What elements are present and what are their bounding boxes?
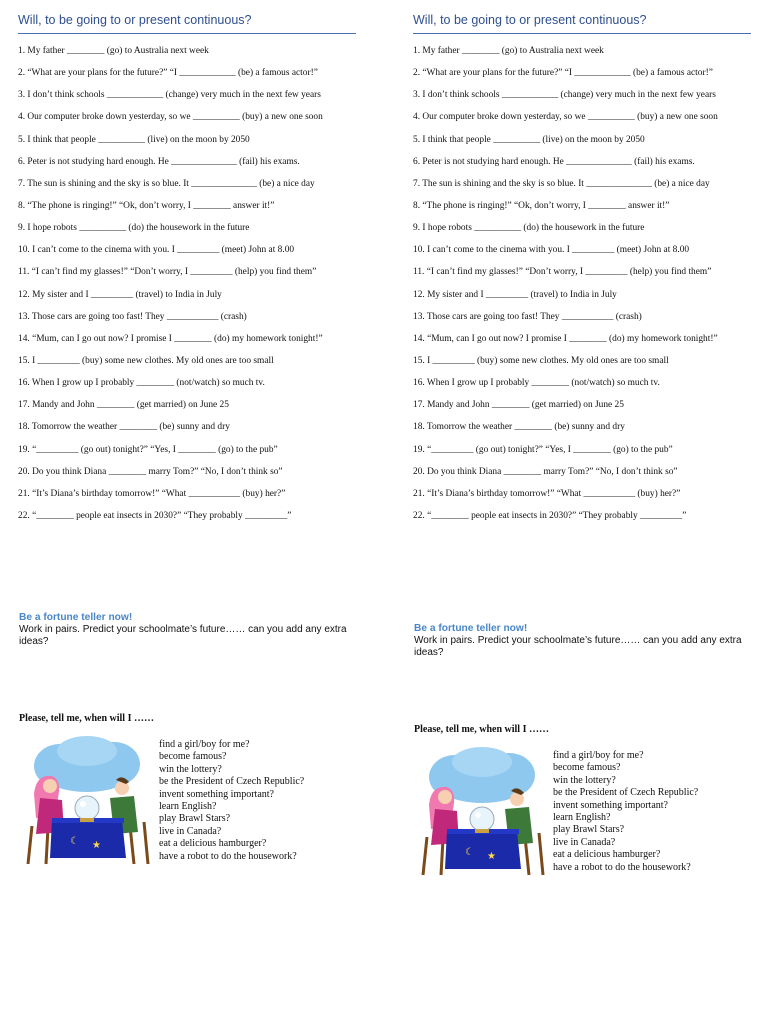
question-item: eat a delicious hamburger? bbox=[159, 838, 267, 850]
worksheet-copy-right bbox=[413, 0, 751, 532]
question-item: find a girl/boy for me? bbox=[159, 739, 250, 750]
ask-heading: Please, tell me, when will I …… bbox=[414, 724, 549, 735]
exercise-item: 5. I think that people __________ (live) on the moon by 2050 bbox=[413, 134, 645, 145]
exercise-item: 8. “The phone is ringing!” “Ok, don’t worry, I ________ answer it!” bbox=[18, 200, 275, 211]
exercise-item: 17. Mandy and John ________ (get married) on June 25 bbox=[18, 400, 229, 411]
question-item: learn English? bbox=[159, 801, 217, 813]
question-item: find a girl/boy for me? bbox=[553, 750, 644, 761]
exercise-item: 15. I _________ (buy) some new clothes. My old ones are too small bbox=[413, 355, 669, 366]
question-list-left bbox=[159, 739, 304, 863]
svg-text:☾: ☾ bbox=[70, 836, 79, 847]
exercise-item: 10. I can’t come to the cinema with you. I _________ (meet) John at 8.00 bbox=[18, 245, 295, 256]
exercise-item: 19. “_________ (go out) tonight?” “Yes, I ________ (go) to the pub” bbox=[18, 444, 278, 455]
exercise-item: 14. “Mum, can I go out now? I promise I ________ (do) my homework tonight!” bbox=[413, 333, 718, 344]
fortune-teller-illustration bbox=[22, 736, 152, 866]
fortune-title: Be a fortune teller now! bbox=[414, 623, 528, 634]
question-item: be the President of Czech Republic? bbox=[553, 787, 699, 799]
exercise-item: 20. Do you think Diana ________ marry Tom?” “No, I don’t think so” bbox=[413, 466, 678, 477]
exercise-item: 19. “_________ (go out) tonight?” “Yes, I ________ (go) to the pub” bbox=[413, 444, 673, 455]
question-item: win the lottery? bbox=[159, 763, 222, 775]
svg-text:★: ★ bbox=[487, 851, 496, 862]
question-list-right bbox=[553, 750, 698, 874]
exercise-item: 18. Tomorrow the weather ________ (be) sunny and dry bbox=[413, 422, 625, 433]
worksheet-title: Will, to be going to or present continuous? bbox=[18, 13, 356, 34]
exercise-item: 22. “________ people eat insects in 2030?” “They probably _________” bbox=[18, 510, 292, 521]
fortune-teller-illustration bbox=[417, 747, 547, 877]
fortune-instructions-line2: ideas? bbox=[414, 647, 444, 658]
exercise-item: 4. Our computer broke down yesterday, so we __________ (buy) a new one soon bbox=[18, 112, 323, 123]
exercise-item: 15. I _________ (buy) some new clothes. My old ones are too small bbox=[18, 355, 274, 366]
exercise-item: 9. I hope robots __________ (do) the housework in the future bbox=[413, 223, 645, 234]
question-item: invent something important? bbox=[553, 799, 668, 811]
worksheet-title: Will, to be going to or present continuous? bbox=[413, 13, 751, 34]
exercise-item: 14. “Mum, can I go out now? I promise I ________ (do) my homework tonight!” bbox=[18, 333, 323, 344]
question-item: be the President of Czech Republic? bbox=[159, 776, 305, 788]
exercise-item: 17. Mandy and John ________ (get married) on June 25 bbox=[413, 400, 624, 411]
svg-text:☾: ☾ bbox=[465, 847, 474, 858]
exercise-item: 2. “What are your plans for the future?” “I ____________ (be) a famous actor!” bbox=[413, 68, 713, 79]
exercise-item: 6. Peter is not studying hard enough. He ______________ (fail) his exams. bbox=[18, 156, 300, 167]
exercise-item: 16. When I grow up I probably ________ (not/watch) so much tv. bbox=[413, 378, 660, 389]
exercise-item: 3. I don’t think schools ____________ (change) very much in the next few years bbox=[18, 90, 321, 101]
exercise-item: 11. “I can’t find my glasses!” “Don’t worry, I _________ (help) you find them” bbox=[413, 267, 712, 278]
question-item: invent something important? bbox=[159, 788, 274, 800]
exercise-item: 5. I think that people __________ (live) on the moon by 2050 bbox=[18, 134, 250, 145]
exercise-item: 7. The sun is shining and the sky is so blue. It ______________ (be) a nice day bbox=[413, 178, 710, 189]
exercise-item: 6. Peter is not studying hard enough. He ______________ (fail) his exams. bbox=[413, 156, 695, 167]
question-item: become famous? bbox=[553, 762, 621, 774]
exercise-item: 3. I don’t think schools ____________ (change) very much in the next few years bbox=[413, 90, 716, 101]
exercise-item: 4. Our computer broke down yesterday, so we __________ (buy) a new one soon bbox=[413, 112, 718, 123]
exercise-item: 12. My sister and I _________ (travel) to India in July bbox=[413, 289, 617, 300]
exercise-item: 16. When I grow up I probably ________ (not/watch) so much tv. bbox=[18, 378, 265, 389]
svg-text:★: ★ bbox=[92, 840, 101, 851]
exercise-item: 9. I hope robots __________ (do) the housework in the future bbox=[18, 223, 250, 234]
exercise-item: 21. “It’s Diana’s birthday tomorrow!” “What ___________ (buy) her?” bbox=[18, 488, 286, 499]
question-item: have a robot to do the housework? bbox=[553, 861, 691, 873]
ask-heading: Please, tell me, when will I …… bbox=[19, 713, 154, 724]
fortune-instructions-line2: ideas? bbox=[19, 636, 49, 647]
exercise-item: 2. “What are your plans for the future?” “I ____________ (be) a famous actor!” bbox=[18, 68, 318, 79]
question-item: become famous? bbox=[159, 751, 227, 763]
fortune-section-right bbox=[414, 623, 754, 659]
fortune-instructions-line1: Work in pairs. Predict your schoolmate’s future…… can you add any extra bbox=[414, 635, 742, 646]
question-item: eat a delicious hamburger? bbox=[553, 849, 661, 861]
exercise-item: 22. “________ people eat insects in 2030?” “They probably _________” bbox=[413, 510, 687, 521]
exercise-item: 11. “I can’t find my glasses!” “Don’t worry, I _________ (help) you find them” bbox=[18, 267, 317, 278]
exercise-item: 13. Those cars are going too fast! They ___________ (crash) bbox=[18, 311, 247, 322]
question-item: learn English? bbox=[553, 812, 611, 824]
question-item: have a robot to do the housework? bbox=[159, 850, 297, 862]
exercise-item: 12. My sister and I _________ (travel) to India in July bbox=[18, 289, 222, 300]
fortune-section-left bbox=[19, 612, 359, 648]
exercise-item: 21. “It’s Diana’s birthday tomorrow!” “What ___________ (buy) her?” bbox=[413, 488, 681, 499]
fortune-title: Be a fortune teller now! bbox=[19, 612, 133, 623]
exercise-item: 1. My father ________ (go) to Australia next week bbox=[18, 46, 209, 56]
exercise-list bbox=[18, 45, 356, 532]
exercise-item: 1. My father ________ (go) to Australia next week bbox=[413, 46, 604, 56]
question-item: win the lottery? bbox=[553, 774, 616, 786]
exercise-item: 8. “The phone is ringing!” “Ok, don’t worry, I ________ answer it!” bbox=[413, 200, 670, 211]
question-item: play Brawl Stars? bbox=[553, 824, 625, 836]
exercise-item: 18. Tomorrow the weather ________ (be) sunny and dry bbox=[18, 422, 230, 433]
fortune-instructions-line1: Work in pairs. Predict your schoolmate’s future…… can you add any extra bbox=[19, 624, 347, 635]
exercise-item: 10. I can’t come to the cinema with you. I _________ (meet) John at 8.00 bbox=[413, 245, 690, 256]
question-item: live in Canada? bbox=[159, 825, 222, 837]
exercise-item: 13. Those cars are going too fast! They ___________ (crash) bbox=[413, 311, 642, 322]
worksheet-copy-left bbox=[18, 0, 356, 532]
exercise-item: 7. The sun is shining and the sky is so blue. It ______________ (be) a nice day bbox=[18, 178, 315, 189]
question-item: live in Canada? bbox=[553, 836, 616, 848]
exercise-item: 20. Do you think Diana ________ marry Tom?” “No, I don’t think so” bbox=[18, 466, 283, 477]
question-item: play Brawl Stars? bbox=[159, 813, 231, 825]
exercise-list bbox=[413, 45, 751, 532]
